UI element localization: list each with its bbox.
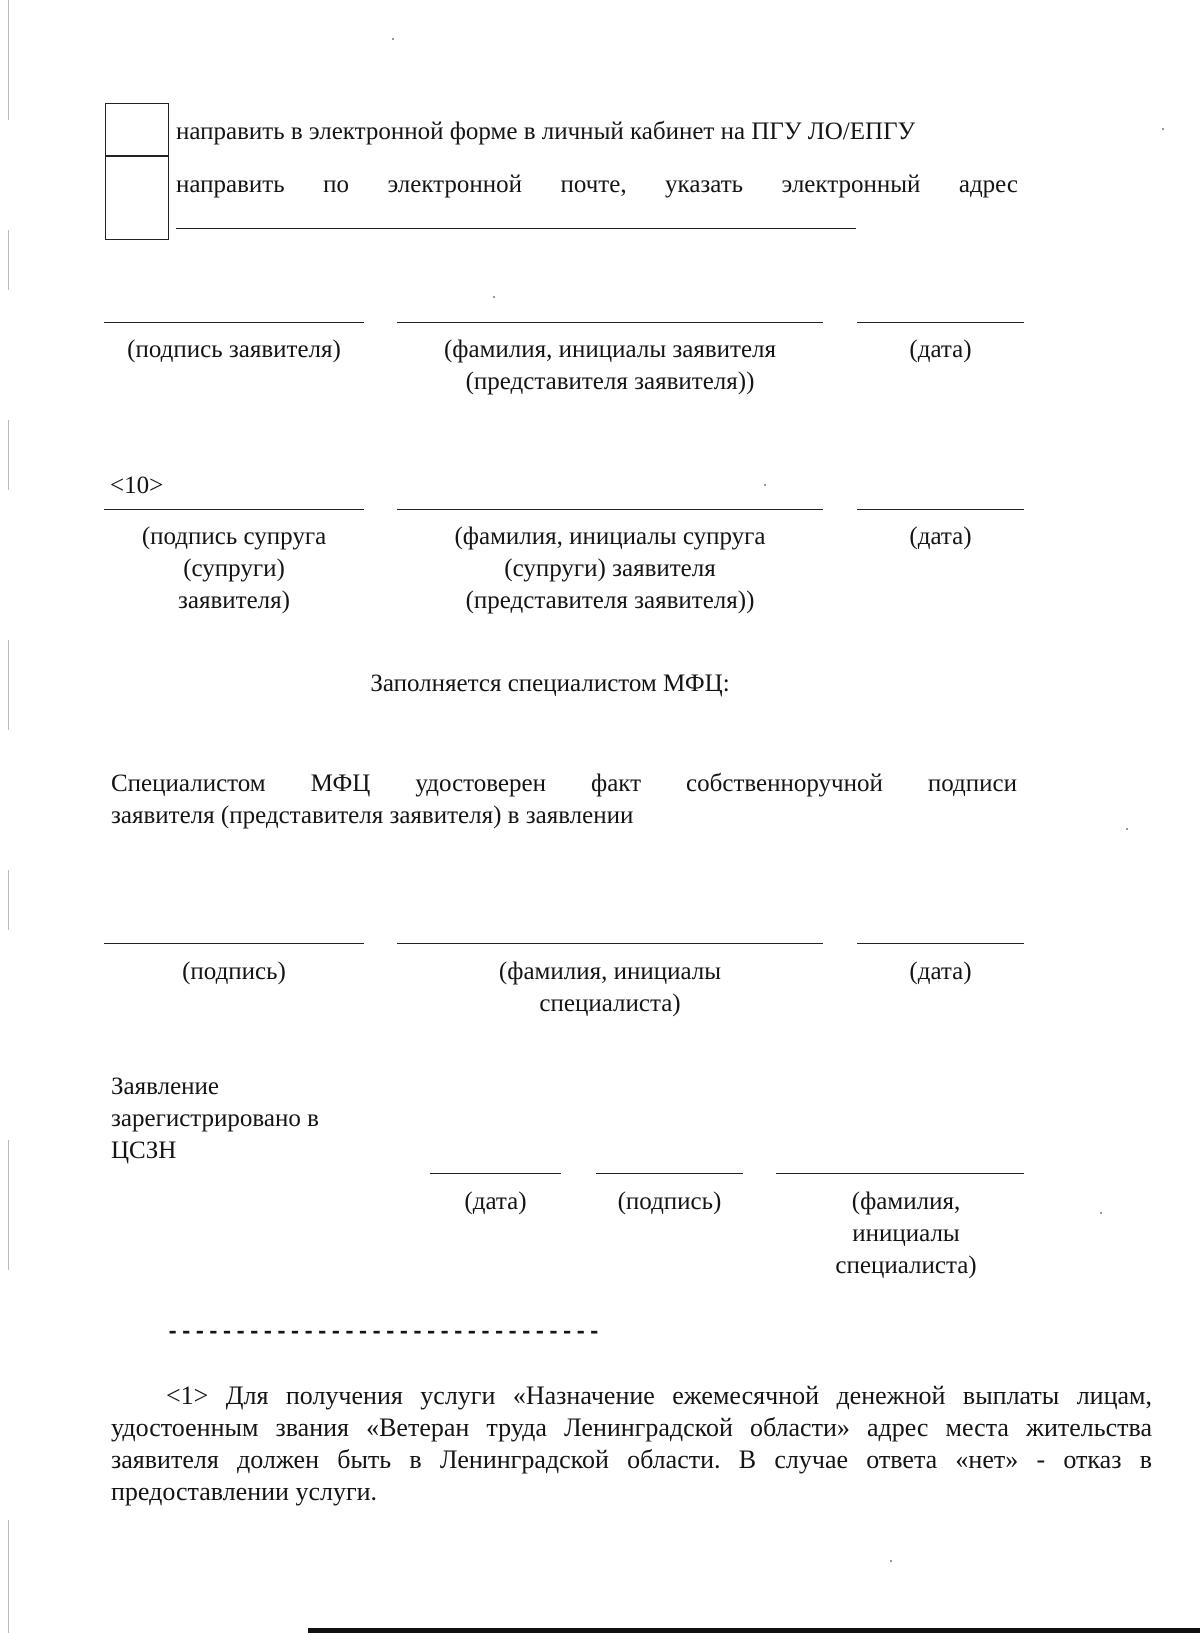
mfc-statement-line1: Специалистом МФЦ удостоверен факт собственноручной подписи: [111, 770, 1017, 797]
name-caption-line3: специалиста): [835, 1252, 977, 1279]
signature-line: [596, 1173, 743, 1174]
name-caption-line2: инициалы: [852, 1220, 960, 1247]
footnote-1: <1> Для получения услуги «Назначение ежемесячной денежной выплаты лицам, удостоенным звания «Ветеран труда Ленинградской области» адрес места жительства заявителя должен быть в Ленинградской области. В случае ответа «нет» - отказ в предоставлении услуги.: [111, 1381, 1152, 1506]
name-caption-line1: (фамилия,: [851, 1188, 961, 1215]
scan-speck: [764, 484, 766, 486]
signature-caption: (подпись): [617, 1188, 722, 1215]
scan-edge-mark: [8, 640, 9, 730]
name-line: [397, 322, 823, 323]
name-line: [397, 509, 823, 510]
scan-edge-mark: [8, 1140, 9, 1270]
scan-speck: [1100, 1212, 1102, 1214]
scan-speck: [1162, 128, 1164, 130]
signature-caption-line3: заявителя): [178, 587, 290, 614]
date-caption: (дата): [909, 336, 972, 363]
name-caption-line1: (фамилия, инициалы супруга: [454, 523, 766, 550]
name-caption-line1: (фамилия, инициалы заявителя: [443, 336, 777, 363]
name-caption-line2: специалиста): [539, 990, 681, 1017]
signature-line: [104, 322, 364, 323]
name-caption-line3: (представителя заявителя)): [465, 587, 755, 614]
scan-edge-mark: [8, 0, 9, 120]
registration-label-line1: Заявление: [111, 1073, 220, 1100]
scan-bottom-edge: [308, 1628, 1200, 1633]
footnote-ref: <10>: [110, 472, 164, 499]
scan-speck: [890, 1560, 892, 1562]
date-line: [857, 509, 1024, 510]
footnote-separator: --------------------------------: [166, 1320, 602, 1345]
signature-caption: (подпись заявителя): [127, 336, 341, 363]
registration-label-line3: ЦСЗН: [111, 1137, 177, 1164]
name-line: [776, 1173, 1024, 1174]
checkbox-email[interactable]: [105, 155, 169, 240]
date-line: [857, 322, 1024, 323]
registration-label-line2: зарегистрировано в: [111, 1105, 319, 1132]
delivery-option-personal-cabinet: направить в электронной форме в личный кабинет на ПГУ ЛО/ЕПГУ: [176, 118, 916, 145]
name-line: [397, 943, 823, 944]
scan-edge-mark: [8, 420, 9, 490]
name-caption-line2: (супруги) заявителя: [504, 555, 716, 582]
name-caption-line1: (фамилия, инициалы: [498, 958, 722, 985]
date-caption: (дата): [909, 523, 972, 550]
scan-speck: [1126, 828, 1128, 830]
mfc-statement-line2: заявителя (представителя заявителя) в заявлении: [111, 802, 634, 829]
scan-speck: [493, 296, 495, 298]
date-line: [430, 1173, 561, 1174]
email-address-line: [176, 228, 856, 229]
signature-line: [104, 509, 364, 510]
checkbox-personal-cabinet[interactable]: [105, 103, 169, 157]
date-caption: (дата): [909, 958, 972, 985]
delivery-option-email: направить по электронной почте, указать электронный адрес: [176, 171, 1018, 198]
signature-caption-line1: (подпись супруга: [141, 523, 327, 550]
signature-caption-line2: (супруги): [183, 555, 285, 582]
signature-caption: (подпись): [182, 958, 286, 985]
scan-edge-mark: [8, 870, 9, 930]
name-caption-line2: (представителя заявителя)): [465, 368, 755, 395]
date-line: [857, 943, 1024, 944]
scan-speck: [392, 38, 394, 40]
scan-edge-mark: [8, 230, 9, 290]
signature-line: [104, 943, 364, 944]
date-caption: (дата): [464, 1188, 527, 1215]
mfc-heading: Заполняется специалистом МФЦ:: [370, 670, 730, 697]
scan-edge-mark: [8, 1520, 9, 1633]
